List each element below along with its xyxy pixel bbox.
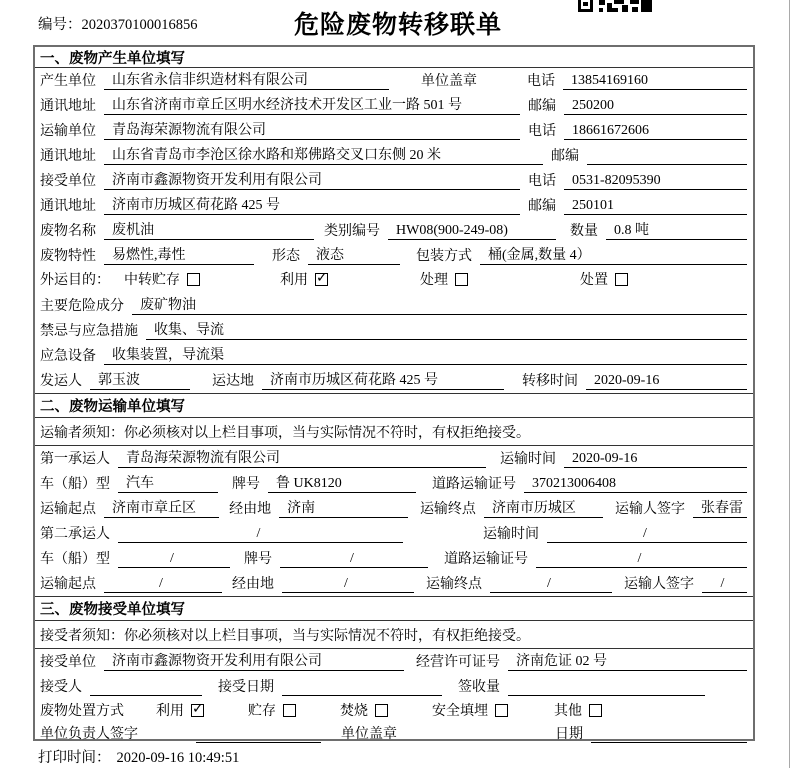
road-license-label: 道路运输证号 <box>432 477 516 492</box>
option-label: 中转贮存 <box>124 273 180 288</box>
taboo-measures-label: 禁忌与应急措施 <box>40 324 138 339</box>
form-row <box>35 343 753 368</box>
form-row <box>35 243 753 268</box>
signed-quantity-label: 签收量 <box>458 680 500 695</box>
transporter-sign-value: / <box>702 576 747 593</box>
transporter-value: 青岛海荣源物流有限公司 <box>104 119 520 140</box>
form-row <box>35 118 753 143</box>
print-time <box>38 746 239 767</box>
accept-unit-label: 接受单位 <box>40 655 96 670</box>
road-license-label: 道路运输证号 <box>444 552 528 567</box>
transport-time-value: / <box>547 526 747 543</box>
route-start-label: 运输起点 <box>40 502 96 517</box>
route-start-value: 济南市章丘区 <box>104 497 219 518</box>
option-label: 利用 <box>156 704 184 719</box>
accept-date-value <box>282 679 442 696</box>
transport-time-value: 2020-09-16 <box>564 451 747 468</box>
option-label: 贮存 <box>248 704 276 719</box>
hazard-components-label: 主要危险成分 <box>40 299 124 314</box>
producer-zip-value: 250200 <box>564 98 747 115</box>
form-row <box>35 724 753 746</box>
second-carrier-label: 第二承运人 <box>40 527 110 542</box>
packaging-value: 桶(金属,数量 4） <box>480 244 747 265</box>
form-row <box>35 471 753 496</box>
transporter-address-value: 山东省青岛市李沧区徐水路和郑佛路交叉口东侧 20 米 <box>104 144 543 165</box>
option-label: 焚烧 <box>340 704 368 719</box>
transport-time-label: 运输时间 <box>483 527 539 542</box>
quantity-label: 数量 <box>570 224 598 239</box>
via-label: 经由地 <box>232 577 274 592</box>
option-label: 其他 <box>554 704 582 719</box>
checkbox-icon <box>315 273 328 286</box>
address-label: 通讯地址 <box>40 99 96 114</box>
checkbox-icon <box>589 704 602 717</box>
form-row <box>35 368 753 393</box>
option-label: 安全填埋 <box>432 704 488 719</box>
zip-label: 邮编 <box>551 149 579 164</box>
destination-label: 运达地 <box>212 374 254 389</box>
form-row <box>35 674 753 699</box>
receiver-label: 接受单位 <box>40 174 96 189</box>
transport-time-label: 运输时间 <box>500 452 556 467</box>
route-end-value: 济南市历城区 <box>484 497 603 518</box>
vehicle-type-label: 车（船）型 <box>40 477 110 492</box>
form-row <box>35 318 753 343</box>
option-label: 处理 <box>420 273 448 288</box>
signed-quantity-value <box>508 679 705 696</box>
checkbox-icon <box>283 704 296 717</box>
zip-label: 邮编 <box>528 99 556 114</box>
acceptor-label: 接受人 <box>40 680 82 695</box>
checkbox-icon <box>615 273 628 286</box>
transfer-time-value: 2020-09-16 <box>586 373 747 390</box>
date-label: 日期 <box>555 727 583 742</box>
emergency-equipment-label: 应急设备 <box>40 349 96 364</box>
producer-label: 产生单位 <box>40 74 96 89</box>
form-row <box>35 168 753 193</box>
emergency-equipment-value: 收集装置，导流渠 <box>104 344 747 365</box>
plate-number-label: 牌号 <box>232 477 260 492</box>
acceptor-value <box>90 679 202 696</box>
permit-number-value: 济南危证 02 号 <box>508 650 747 671</box>
page-edge-divider <box>789 0 790 768</box>
purpose-option-dispose <box>580 269 628 289</box>
via-label: 经由地 <box>229 502 272 517</box>
disposal-option-incinerate <box>340 700 388 720</box>
receiver-address-value: 济南市历城区荷花路 425 号 <box>104 194 520 215</box>
print-time-label: 打印时间： <box>38 750 111 766</box>
disposal-option-other <box>554 700 602 720</box>
form-row <box>35 93 753 118</box>
disposal-option-utilize <box>156 700 204 720</box>
address-label: 通讯地址 <box>40 149 96 164</box>
form-row <box>35 699 753 724</box>
via-value: / <box>282 576 414 593</box>
route-end-label: 运输终点 <box>419 502 476 517</box>
dispatcher-value: 郭玉波 <box>90 369 190 390</box>
waste-props-label: 废物特性 <box>40 249 96 264</box>
vehicle-type-value: / <box>118 551 230 568</box>
disposal-option-storage <box>248 700 296 720</box>
disposal-method-label: 废物处置方式 <box>40 704 124 719</box>
checkbox-icon <box>495 704 508 717</box>
form-state-label: 形态 <box>272 249 300 264</box>
receiver-phone-value: 0531-82095390 <box>564 173 747 190</box>
form-row <box>35 521 753 546</box>
form-row <box>35 218 753 243</box>
form-row <box>35 571 753 596</box>
date-value <box>591 726 747 743</box>
waste-name-label: 废物名称 <box>40 224 96 239</box>
responsible-sign-value <box>196 726 321 743</box>
purpose-label: 外运目的： <box>40 273 110 288</box>
producer-phone-value: 13854169160 <box>563 73 747 90</box>
plate-number-label: 牌号 <box>244 552 272 567</box>
plate-number-value: 鲁 UK8120 <box>268 472 416 493</box>
receiver-value: 济南市鑫源物资开发利用有限公司 <box>104 169 520 190</box>
permit-number-label: 经营许可证号 <box>416 655 500 670</box>
waste-name-value: 废机油 <box>104 219 314 240</box>
phone-label: 电话 <box>528 174 556 189</box>
hazard-components-value: 废矿物油 <box>132 294 747 315</box>
category-code-label: 类别编号 <box>324 224 380 239</box>
unit-seal-label: 单位盖章 <box>421 74 477 89</box>
quantity-value: 0.8 吨 <box>606 219 747 240</box>
transfer-time-label: 转移时间 <box>522 374 578 389</box>
qr-code-fragment-icon <box>578 0 652 12</box>
purpose-option-transfer-storage <box>124 269 200 289</box>
road-license-value: / <box>536 551 747 568</box>
section2-header: 二、废物运输单位填写 <box>35 393 753 418</box>
phone-label: 电话 <box>527 74 555 89</box>
transporter-sign-value: 张春雷 <box>693 497 747 518</box>
purpose-option-utilize <box>280 269 328 289</box>
accept-date-label: 接受日期 <box>218 680 274 695</box>
transporter-zip-value <box>587 148 747 165</box>
phone-label: 电话 <box>528 124 556 139</box>
form-row <box>35 268 753 293</box>
vehicle-type-label: 车（船）型 <box>40 552 110 567</box>
print-time-value: 2020-09-16 10:49:51 <box>116 750 240 766</box>
transporter-sign-label: 运输人签字 <box>624 577 694 592</box>
page-title: 危险废物转移联单 <box>293 11 502 39</box>
form-row <box>35 496 753 521</box>
first-carrier-value: 青岛海荣源物流有限公司 <box>118 447 486 468</box>
category-code-value: HW08(900-249-08) <box>388 223 556 240</box>
transporter-sign-label: 运输人签字 <box>614 502 685 517</box>
receiver-zip-value: 250101 <box>564 198 747 215</box>
route-start-value: / <box>104 576 222 593</box>
destination-value: 济南市历城区荷花路 425 号 <box>262 369 504 390</box>
section3-header: 三、废物接受单位填写 <box>35 596 753 621</box>
plate-number-value: / <box>280 551 428 568</box>
producer-value: 山东省永信非织造材料有限公司 <box>104 69 389 90</box>
option-label: 利用 <box>280 273 308 288</box>
route-end-value: / <box>490 576 612 593</box>
producer-address-value: 山东省济南市章丘区明水经济技术开发区工业一路 501 号 <box>104 94 520 115</box>
form-row <box>35 546 753 571</box>
option-label: 处置 <box>580 273 608 288</box>
purpose-option-treat <box>420 269 468 289</box>
first-carrier-label: 第一承运人 <box>40 452 110 467</box>
serial-value: 2020370100016856 <box>81 17 198 33</box>
unit-seal-label: 单位盖章 <box>341 727 397 742</box>
checkbox-icon <box>191 704 204 717</box>
transporter-notice: 运输者须知：你必须核对以上栏目事项，当与实际情况不符时，有权拒绝接受。 <box>35 418 753 446</box>
transporter-phone-value: 18661672606 <box>564 123 747 140</box>
form-row <box>35 143 753 168</box>
form-row <box>35 446 753 471</box>
taboo-measures-value: 收集、导流 <box>146 319 747 340</box>
receiver-notice: 接受者须知：你必须核对以上栏目事项，当与实际情况不符时，有权拒绝接受。 <box>35 621 753 649</box>
checkbox-icon <box>455 273 468 286</box>
form-row <box>35 68 753 93</box>
dispatcher-label: 发运人 <box>40 374 82 389</box>
vehicle-type-value: 汽车 <box>118 472 218 493</box>
responsible-sign-label: 单位负责人签字 <box>40 727 138 742</box>
waste-props-value: 易燃性,毒性 <box>104 244 254 265</box>
form-row <box>35 649 753 674</box>
via-value: 济南 <box>279 497 408 518</box>
second-carrier-value: / <box>118 526 403 543</box>
zip-label: 邮编 <box>528 199 556 214</box>
form-row <box>35 193 753 218</box>
checkbox-icon <box>375 704 388 717</box>
section1-header: 一、废物产生单位填写 <box>35 47 753 68</box>
form-row <box>35 293 753 318</box>
road-license-value: 370213006408 <box>524 476 747 493</box>
route-start-label: 运输起点 <box>40 577 96 592</box>
accept-unit-value: 济南市鑫源物资开发利用有限公司 <box>104 650 404 671</box>
transporter-label: 运输单位 <box>40 124 96 139</box>
transfer-form-table <box>33 45 755 741</box>
address-label: 通讯地址 <box>40 199 96 214</box>
checkbox-icon <box>187 273 200 286</box>
route-end-label: 运输终点 <box>426 577 482 592</box>
form-state-value: 液态 <box>308 244 400 265</box>
serial-label: 编号： <box>38 17 82 33</box>
packaging-label: 包装方式 <box>416 249 472 264</box>
disposal-option-landfill <box>432 700 508 720</box>
